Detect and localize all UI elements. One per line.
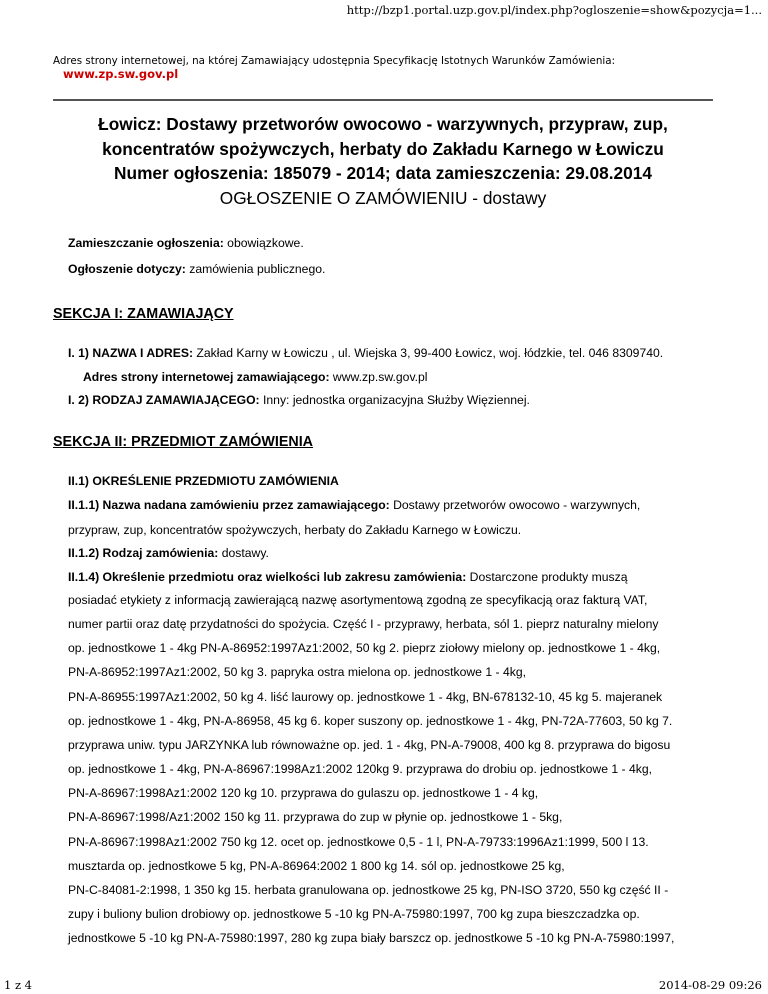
zamieszczanie-value: obowiązkowe.	[223, 236, 304, 250]
ii14-row	[68, 570, 627, 584]
www-value: www.zp.sw.gov.pl	[329, 370, 428, 384]
ii14-body-line: op. jednostkowe 1 - 4kg PN-A-86952:1997Az1:2002, 50 kg 2. pieprz ziołowy mielony op. jednostkowe 1 - 4kg,	[68, 641, 661, 656]
nazwa-adres-value: Zakład Karny w Łowiczu , ul. Wiejska 3, 99-400 Łowicz, woj. łódzkie, tel. 046 8309740.	[193, 346, 664, 360]
print-header-url: http://bzp1.portal.uzp.gov.pl/index.php?ogloszenie=show&pozycja=1...	[346, 3, 762, 17]
ii12-label: II.1.2) Rodzaj zamówienia:	[68, 546, 219, 560]
dotyczy-label: Ogłoszenie dotyczy:	[68, 262, 186, 276]
ii11-row-cont: przypraw, zup, koncentratów spożywczych, herbaty do Zakładu Karnego w Łowiczu.	[68, 523, 522, 537]
ii12-row	[68, 546, 269, 560]
title-divider	[53, 99, 713, 101]
ii1-heading-text: II.1) OKREŚLENIE PRZEDMIOTU ZAMÓWIENIA	[68, 474, 339, 488]
print-footer-date: 2014-08-29 09:26	[658, 978, 762, 992]
nazwa-adres-label: I. 1) NAZWA I ADRES:	[68, 346, 194, 360]
ii14-body-line: musztarda op. jednostkowe 5 kg, PN-A-86964:2002 1 800 kg 14. sól op. jednostkowe 25 kg,	[68, 858, 565, 873]
dotyczy-value: zamówienia publicznego.	[185, 262, 326, 276]
ii14-body-line: PN-A-86967:1998Az1:2002 120 kg 10. przyprawa do gulaszu op. jednostkowe 1 - 4 kg,	[68, 786, 539, 801]
ii14-body-line: PN-A-86952:1997Az1:2002, 50 kg 3. papryka ostra mielona op. jednostkowe 1 - 4kg,	[68, 665, 526, 680]
rodzaj-label: I. 2) RODZAJ ZAMAWIAJĄCEGO:	[68, 393, 260, 407]
rodzaj-value: Inny: jednostka organizacyjna Służby Więziennej.	[259, 393, 530, 407]
ii14-body-line: PN-A-86955:1997Az1:2002, 50 kg 4. liść laurowy op. jednostkowe 1 - 4kg, BN-678132-10, 45 kg 5. majeranek	[68, 689, 663, 704]
title-line-3: Numer ogłoszenia: 185079 - 2014; data zamieszczenia: 29.08.2014	[114, 163, 652, 183]
ii14-body-line: PN-A-86967:1998Az1:2002 750 kg 12. ocet op. jednostkowe 0,5 - 1 l, PN-A-79733:1996Az1:1999, 500 l 13.	[68, 834, 649, 849]
ii14-label: II.1.4) Określenie przedmiotu oraz wielkości lub zakresu zamówienia:	[68, 570, 467, 584]
zamieszczanie-label: Zamieszczanie ogłoszenia:	[68, 236, 224, 250]
section-1-heading: SEKCJA I: ZAMAWIAJĄCY	[53, 306, 234, 322]
ii14-body-line: PN-C-84081-2:1998, 1 350 kg 15. herbata granulowana op. jednostkowe 25 kg, PN-ISO 3720, 550 kg część II -	[68, 882, 669, 897]
zamieszczanie-row	[68, 236, 304, 250]
print-footer-page: 1 z 4	[4, 978, 33, 992]
www-label: Adres strony internetowej zamawiającego:	[83, 370, 330, 384]
dotyczy-row	[68, 262, 325, 276]
ii14-body-line: op. jednostkowe 1 - 4kg, PN-A-86967:1998Az1:2002 120kg 9. przyprawa do drobiu op. jednostkowe 1 - 4kg,	[68, 762, 653, 777]
ii14-body-line: przyprawa uniw. typu JARZYNKA lub równoważne op. jed. 1 - 4kg, PN-A-79008, 400 kg 8. przyprawa do bigosu	[68, 737, 671, 752]
ii14-body-line: op. jednostkowe 1 - 4kg, PN-A-86958, 45 kg 6. koper suszony op. jednostkowe 1 - 4kg, PN-72A-77603, 50 kg 7.	[68, 713, 673, 728]
ii1-heading	[68, 474, 339, 488]
ii11-label: II.1.1) Nazwa nadana zamówieniu przez zamawiającego:	[68, 498, 390, 512]
ii14-body-line: posiadać etykiety z informacją zawierającą nazwę asortymentową zgodną ze specyfikacją oraz fakturą VAT,	[68, 593, 648, 607]
ii12-value: dostawy.	[218, 546, 269, 560]
ii11-value: Dostawy przetworów owocowo - warzywnych,	[389, 498, 641, 512]
ii14-body-line: numer partii oraz datę przydatności do spożycia. Część I - przyprawy, herbata, sól 1. pieprz naturalny mielony	[68, 617, 659, 632]
ii14-value: Dostarczone produkty muszą	[466, 570, 628, 584]
section-2-heading: SEKCJA II: PRZEDMIOT ZAMÓWIENIA	[53, 434, 313, 450]
nazwa-adres-row	[68, 346, 663, 360]
rodzaj-row	[68, 393, 530, 407]
www-row	[83, 370, 428, 384]
title-line-2: koncentratów spożywczych, herbaty do Zakładu Karnego w Łowiczu	[102, 138, 664, 159]
page-title	[53, 112, 713, 210]
ii11-row	[68, 498, 640, 512]
title-line-1: Łowicz: Dostawy przetworów owocowo - warzywnych, przypraw, zup,	[98, 114, 668, 134]
ii14-body-line: zupy i buliony bulion drobiowy op. jednostkowe 5 -10 kg PN-A-75980:1997, 700 kg zupa bieszczadzka op.	[68, 906, 640, 921]
siwz-address-link[interactable]: www.zp.sw.gov.pl	[63, 67, 179, 81]
ii14-body-line: jednostkowe 5 -10 kg PN-A-75980:1997, 280 kg zupa biały barszcz op. jednostkowe 5 -10 kg PN-A-75980:1997,	[68, 931, 675, 946]
ii14-body-line: PN-A-86967:1998/Az1:2002 150 kg 11. przyprawa do zup w płynie op. jednostkowe 1 - 5kg,	[68, 810, 563, 825]
title-subtitle: OGŁOSZENIE O ZAMÓWIENIU - dostawy	[219, 187, 547, 208]
siwz-address-label: Adres strony internetowej, na której Zamawiający udostępnia Specyfikację Istotnych Warunków Zamówienia:	[53, 55, 616, 67]
